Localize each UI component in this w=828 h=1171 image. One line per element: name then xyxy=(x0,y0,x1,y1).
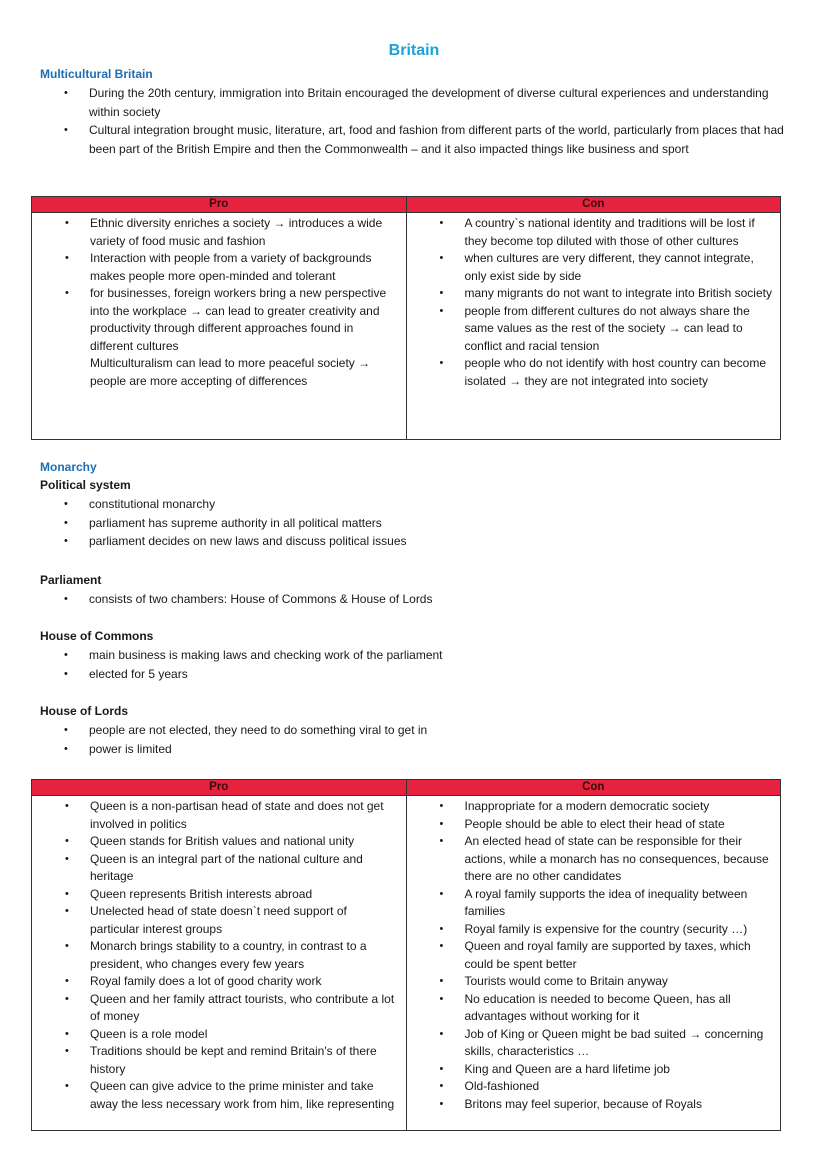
con-item: • people who do not identify with host country can become isolated → they are not integrated into society xyxy=(407,355,775,390)
multicultural-intro-list xyxy=(0,84,789,158)
con-item: • Job of King or Queen might be bad suited → concerning skills, characteristics … xyxy=(407,1026,775,1061)
con-item: • Old-fashioned xyxy=(407,1078,775,1096)
lords-list xyxy=(0,721,427,758)
pro-item: • Queen represents British interests abroad xyxy=(32,886,400,904)
list-item: • parliament has supreme authority in all political matters xyxy=(0,514,407,533)
con-item: • when cultures are very different, they cannot integrate, only exist side by side xyxy=(407,250,775,285)
section-heading-monarchy: Monarchy xyxy=(40,460,97,474)
subheading-house-of-commons: House of Commons xyxy=(40,629,154,643)
pro-item: • Royal family does a lot of good charity work xyxy=(32,973,400,991)
pro-item: • Traditions should be kept and remind Britain's of there history xyxy=(32,1043,400,1078)
list-item: • parliament decides on new laws and discuss political issues xyxy=(0,532,407,551)
monarchy-pro-con-table xyxy=(31,779,781,1131)
con-item: • A royal family supports the idea of inequality between families xyxy=(407,886,775,921)
political-system-list xyxy=(0,495,407,551)
pro-item: • for businesses, foreign workers bring a new perspective into the workplace → can lead to greater creativity and productivity through different approaches found in different cultures xyxy=(32,285,400,355)
con-header: Con xyxy=(406,780,781,796)
con-item: • Royal family is expensive for the country (security …) xyxy=(407,921,775,939)
page-title: Britain xyxy=(388,42,440,59)
list-item: • During the 20th century, immigration into Britain encouraged the development of diverse cultural experiences and understanding within society xyxy=(0,84,789,121)
con-item: • King and Queen are a hard lifetime job xyxy=(407,1061,775,1079)
con-item: • People should be able to elect their head of state xyxy=(407,816,775,834)
con-item: • Tourists would come to Britain anyway xyxy=(407,973,775,991)
list-item: • power is limited xyxy=(0,740,427,759)
list-item: • elected for 5 years xyxy=(0,665,443,684)
pro-header: Pro xyxy=(32,197,407,213)
pro-item: • Queen is an integral part of the national culture and heritage xyxy=(32,851,400,886)
pro-item: • Queen stands for British values and national unity xyxy=(32,833,400,851)
list-item: • people are not elected, they need to do something viral to get in xyxy=(0,721,427,740)
section-heading-multicultural: Multicultural Britain xyxy=(40,67,153,81)
pro-item: • Queen can give advice to the prime minister and take away the less necessary work from him, like representing xyxy=(32,1078,400,1113)
pro-header: Pro xyxy=(32,780,407,796)
commons-list xyxy=(0,646,443,683)
pro-item: • Ethnic diversity enriches a society → introduces a wide variety of food music and fashion xyxy=(32,215,400,250)
pro-column xyxy=(32,796,407,1131)
con-item: • An elected head of state can be responsible for their actions, while a monarch has no consequences, because there are no other candidates xyxy=(407,833,775,886)
pro-item: • Unelected head of state doesn`t need support of particular interest groups xyxy=(32,903,400,938)
parliament-list xyxy=(0,590,432,609)
pro-item: • Interaction with people from a variety of backgrounds makes people more open-minded and tolerant xyxy=(32,250,400,285)
pro-column xyxy=(32,213,407,440)
pro-item: • Monarch brings stability to a country, in contrast to a president, who changes every few years xyxy=(32,938,400,973)
con-item: • many migrants do not want to integrate into British society xyxy=(407,285,775,303)
list-item: • Cultural integration brought music, literature, art, food and fashion from different parts of the world, particularly from places that had been part of the British Empire and then the Commonwealth – and it also impacted things like business and sport xyxy=(0,121,789,158)
subheading-parliament: Parliament xyxy=(40,573,102,587)
list-item: • main business is making laws and checking work of the parliament xyxy=(0,646,443,665)
con-item: • Inappropriate for a modern democratic society xyxy=(407,798,775,816)
con-column xyxy=(406,213,781,440)
pro-item: Multiculturalism can lead to more peaceful society → people are more accepting of differences xyxy=(90,356,371,388)
con-item: • No education is needed to become Queen, has all advantages without working for it xyxy=(407,991,775,1026)
pro-item: • Queen is a non-partisan head of state and does not get involved in politics xyxy=(32,798,400,833)
subheading-house-of-lords: House of Lords xyxy=(40,704,129,718)
con-header: Con xyxy=(406,197,781,213)
con-item: • A country`s national identity and traditions will be lost if they become top diluted with those of other cultures xyxy=(407,215,775,250)
list-item: • constitutional monarchy xyxy=(0,495,407,514)
con-column xyxy=(406,796,781,1131)
list-item: • consists of two chambers: House of Commons & House of Lords xyxy=(0,590,432,609)
multicultural-pro-con-table xyxy=(31,196,781,440)
pro-item: • Queen and her family attract tourists, who contribute a lot of money xyxy=(32,991,400,1026)
con-item: • people from different cultures do not always share the same values as the rest of the society → can lead to conflict and racial tension xyxy=(407,303,775,356)
subheading-political-system: Political system xyxy=(40,478,131,492)
con-item: • Queen and royal family are supported by taxes, which could be spent better xyxy=(407,938,775,973)
con-item: • Britons may feel superior, because of Royals xyxy=(407,1096,775,1114)
pro-item: • Queen is a role model xyxy=(32,1026,400,1044)
